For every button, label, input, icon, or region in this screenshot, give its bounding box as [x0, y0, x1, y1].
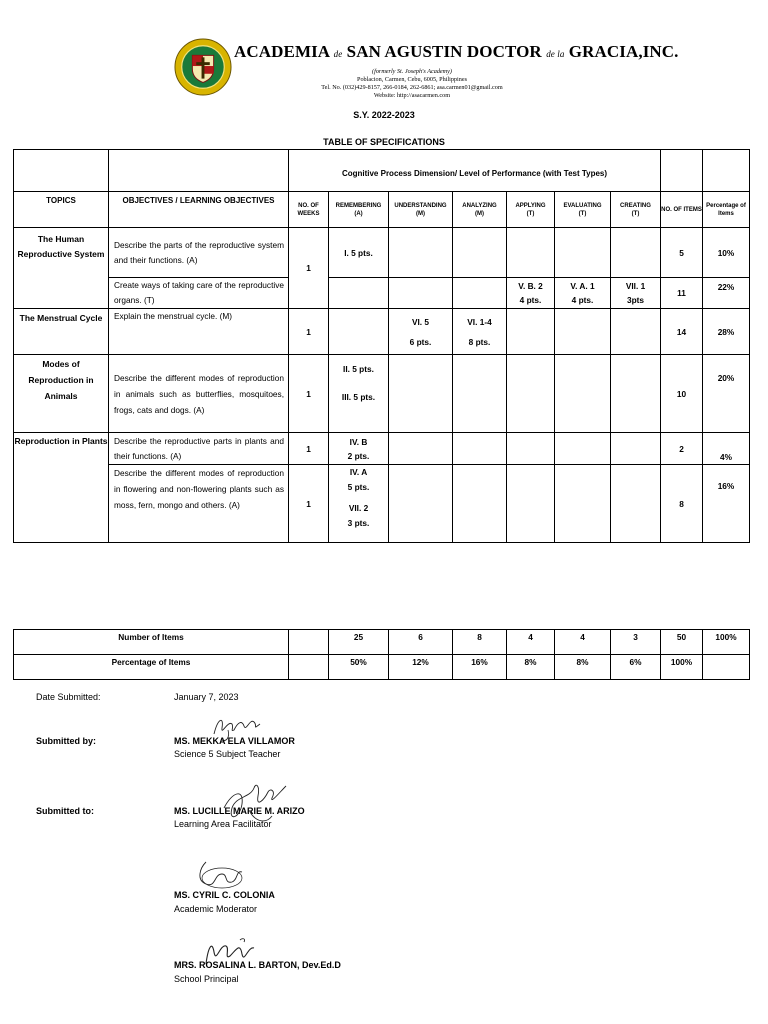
objective-cell: Create ways of taking care of the reproductive organs. (T)	[109, 278, 289, 309]
topic-cell: Modes of Reproduction in Animals	[14, 355, 109, 433]
blank-cell	[109, 150, 289, 192]
creating-cell: VII. 1 3pts	[611, 278, 661, 309]
remembering-cell: II. 5 pts. III. 5 pts.	[329, 355, 389, 433]
items-cell: 2	[661, 433, 703, 465]
school-seal-logo	[174, 38, 232, 96]
signatory-role: Learning Area Facilitator	[174, 819, 272, 829]
submitted-by-name: MS. MEKKA ELA VILLAMOR	[174, 736, 295, 746]
col-header-evaluating: EVALUATING (T)	[555, 192, 611, 228]
signatory-name: MRS. ROSALINA L. BARTON, Dev.Ed.D	[174, 960, 341, 970]
document-title: TABLE OF SPECIFICATIONS	[323, 137, 445, 147]
summary-row-percentage: Percentage of Items 50% 12% 16% 8% 8% 6% 100%	[14, 655, 750, 680]
remembering-cell: I. 5 pts.	[329, 228, 389, 278]
items-cell: 10	[661, 355, 703, 433]
submitted-by-label: Submitted by:	[36, 736, 96, 746]
col-header-analyzing: ANALYZING (M)	[453, 192, 507, 228]
specification-table	[13, 149, 750, 543]
blank-cell	[703, 150, 750, 192]
school-contact-info	[240, 68, 584, 100]
items-cell: 14	[661, 309, 703, 355]
percentage-cell: 4%	[703, 433, 750, 465]
table-row	[14, 355, 750, 433]
col-header-remembering: REMEMBERING (A)	[329, 192, 389, 228]
signatory-name: MS. CYRIL C. COLONIA	[174, 890, 275, 900]
school-contact: Tel. No. (032)429-8157, 266-0184, 262-6861; asa.carmen01@gmail.com	[321, 84, 503, 91]
remembering-cell: IV. A 5 pts. VII. 2 3 pts.	[329, 465, 389, 543]
analyzing-cell: VI. 1-4 8 pts.	[453, 309, 507, 355]
understanding-cell: VI. 5 6 pts.	[389, 309, 453, 355]
signatory-name: MS. LUCILLE MARIE M. ARIZO	[174, 806, 305, 816]
signatory-role: School Principal	[174, 974, 239, 984]
col-header-objectives: OBJECTIVES / LEARNING OBJECTIVES	[109, 192, 289, 228]
school-name: ACADEMIA de SAN AGUSTIN DOCTOR de la GRACIA,INC.	[234, 42, 679, 61]
date-submitted-value: January 7, 2023	[174, 692, 239, 702]
percentage-cell: 16%	[703, 465, 750, 543]
weeks-cell: 1	[289, 433, 329, 465]
cognitive-dimension-header: Cognitive Process Dimension/ Level of Performance (with Test Types)	[289, 150, 661, 192]
objective-cell: Describe the different modes of reproduction in flowering and non-flowering plants such as moss, fern, mongo and others. (A)	[109, 465, 289, 543]
submitted-by-role: Science 5 Subject Teacher	[174, 749, 281, 759]
blank-cell	[14, 150, 109, 192]
weeks-cell: 1	[289, 309, 329, 355]
school-address: Poblacion, Carmen, Cebu, 6005, Philippines	[357, 76, 467, 83]
col-header-topics: TOPICS	[14, 192, 109, 228]
objective-cell: Describe the reproductive parts in plants and their functions. (A)	[109, 433, 289, 465]
table-row	[14, 309, 750, 355]
table-row	[14, 278, 750, 309]
table-row	[14, 465, 750, 543]
items-cell: 5	[661, 228, 703, 278]
formerly-name: (formerly St. Joseph's Academy)	[372, 68, 452, 75]
summary-row-number: Number of Items 25 6 8 4 4 3 50 100%	[14, 630, 750, 655]
submitted-to-label: Submitted to:	[36, 806, 94, 816]
col-header-understanding: UNDERSTANDING (M)	[389, 192, 453, 228]
col-header-percentage: Percentage of Items	[703, 192, 750, 228]
objective-cell: Explain the menstrual cycle. (M)	[109, 309, 289, 355]
table-row	[14, 433, 750, 465]
weeks-cell: 1	[289, 355, 329, 433]
items-cell: 11	[661, 278, 703, 309]
percentage-cell: 22%	[703, 278, 750, 309]
school-year: S.Y. 2022-2023	[353, 110, 415, 120]
table-row	[14, 228, 750, 278]
applying-cell: V. B. 2 4 pts.	[507, 278, 555, 309]
weeks-cell: 1	[289, 228, 329, 309]
percentage-cell: 10%	[703, 228, 750, 278]
percentage-cell: 20%	[703, 355, 750, 433]
col-header-applying: APPLYING (T)	[507, 192, 555, 228]
col-header-creating: CREATING (T)	[611, 192, 661, 228]
summary-table	[13, 629, 750, 680]
summary-label: Percentage of Items	[14, 655, 289, 680]
col-header-items: NO. OF ITEMS	[661, 192, 703, 228]
items-cell: 8	[661, 465, 703, 543]
blank-cell	[661, 150, 703, 192]
col-header-weeks: NO. OF WEEKS	[289, 192, 329, 228]
evaluating-cell: V. A. 1 4 pts.	[555, 278, 611, 309]
objective-cell: Describe the parts of the reproductive system and their functions. (A)	[109, 228, 289, 278]
topic-cell: The Menstrual Cycle	[14, 309, 109, 355]
school-website: Website: http://asacarmen.com	[373, 92, 451, 99]
objective-cell: Describe the different modes of reproduction in animals such as butterflies, mosquitoes, frogs, cats and dogs. (A)	[109, 355, 289, 433]
signatory-role: Academic Moderator	[174, 904, 258, 914]
summary-label: Number of Items	[14, 630, 289, 655]
topic-cell: The Human Reproductive System	[14, 228, 109, 309]
weeks-cell: 1	[289, 465, 329, 543]
percentage-cell: 28%	[703, 309, 750, 355]
date-submitted-label: Date Submitted:	[36, 692, 101, 702]
topic-cell: Reproduction in Plants	[14, 433, 109, 543]
remembering-cell: IV. B 2 pts.	[329, 433, 389, 465]
